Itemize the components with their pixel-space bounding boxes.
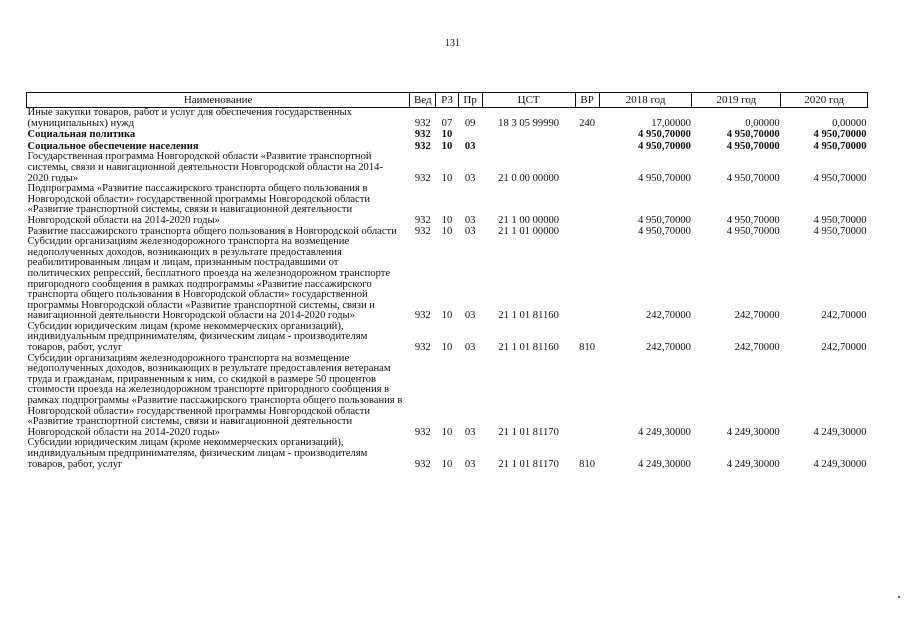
header-2018: 2018 год: [599, 93, 692, 108]
row-ved: 932: [414, 214, 431, 226]
table-row: [27, 438, 868, 470]
row-2020: 4 950,70000: [813, 140, 867, 152]
row-rz: 10: [441, 342, 453, 354]
row-ved: 932: [414, 225, 431, 237]
row-2018: 4 249,30000: [638, 458, 691, 470]
row-pr: 03: [464, 458, 476, 470]
page-number: 131: [445, 38, 460, 49]
row-vr: [575, 184, 599, 226]
scan-speck: [898, 596, 900, 598]
row-name: Социальная политика: [27, 129, 136, 141]
row-2019: 4 950,70000: [726, 129, 780, 141]
row-cst: 21 1 00 00000: [498, 214, 560, 226]
header-name: Наименование: [27, 93, 410, 108]
row-vr: [575, 129, 599, 141]
row-2019: 4 950,70000: [726, 140, 780, 152]
row-ved: 932: [414, 310, 431, 322]
row-rz: 10: [441, 140, 453, 152]
row-vr: [575, 152, 599, 184]
table-row: [27, 322, 868, 354]
row-pr: 03: [464, 214, 476, 226]
row-cst: 21 1 01 81170: [498, 426, 559, 438]
row-vr: [575, 354, 599, 439]
row-2020: 4 950,70000: [813, 129, 867, 141]
row-cst: 21 1 01 81170: [498, 458, 559, 470]
row-rz: 10: [441, 172, 453, 184]
header-2019: 2019 год: [692, 93, 781, 108]
row-name: Субсидии организациям железнодорожного транспорта на возмещение недополученных доходов, возникающих в результате предоставления ветеранам труда и гражданам, приравненным к ним, со скидкой в размере 50 процентов стоимости проезда на железнодорожном транспорте пригородного сообщения в рамках подпрограммы «Развитие пассажирского транспорта общего пользования в Новгородской области» государственной программы Новгородской области «Развитие транспортной системы, связи и навигационной деятельности Новгородской области на 2014-2020 годы»: [27, 352, 403, 438]
row-cst: 21 1 01 81160: [498, 342, 559, 354]
row-pr: 03: [464, 310, 476, 322]
row-pr: 03: [464, 172, 476, 184]
row-2018: 242,70000: [645, 342, 691, 354]
row-2018: 4 950,70000: [638, 172, 691, 184]
row-2020: 4 249,30000: [813, 458, 867, 470]
row-2018: 17,00000: [651, 117, 691, 129]
row-rz: 10: [441, 310, 453, 322]
row-2020: 4 249,30000: [813, 426, 867, 438]
row-ved: 932: [414, 117, 431, 129]
row-2018: 4 950,70000: [638, 225, 691, 237]
row-name: Субсидии организациям железнодорожного транспорта на возмещение недополученных доходов, возникающих в результате предоставления реабилитированным лицам и лицам, признанным пострадавшими от политических репрессий, бесплатного проезда на железнодорожном транспорте пригородного сообщения в рамках подпрограммы «Развитие пассажирского транспорта общего пользования в Новгородской области» государственной программы Новгородской области «Развитие транспортной системы, связи и навигационной деятельности Новгородской области на 2014-2020 годы»: [27, 236, 391, 322]
row-ved: 932: [414, 129, 431, 141]
row-2019: 4 950,70000: [726, 225, 780, 237]
row-pr: 03: [464, 225, 476, 237]
row-ved: 932: [414, 458, 431, 470]
header-pr: Пр: [458, 93, 482, 108]
row-rz: 10: [441, 225, 453, 237]
row-cst: 21 1 01 00000: [498, 225, 560, 237]
row-2019: 4 950,70000: [726, 214, 780, 226]
row-2019: 242,70000: [734, 310, 780, 322]
row-2019: 0,00000: [745, 117, 780, 129]
row-vr: 810: [579, 342, 596, 354]
header-2020: 2020 год: [781, 93, 868, 108]
row-2019: 242,70000: [734, 342, 780, 354]
row-pr: 03: [464, 426, 476, 438]
row-name: Социальное обеспечение населения: [27, 140, 199, 152]
row-ved: 932: [414, 140, 431, 152]
header-ved: Вед: [410, 93, 436, 108]
row-ved: 932: [414, 172, 431, 184]
row-name: Иные закупки товаров, работ и услуг для обеспечения государственных (муниципальных) нужд: [27, 107, 352, 129]
row-pr: 09: [464, 117, 476, 129]
row-name: Государственная программа Новгородской области «Развитие транспортной системы, связи и навигационной деятельности Новгородской области на 2014-2020 годы»: [27, 151, 383, 184]
table-row: [27, 129, 868, 141]
table-row: [27, 184, 868, 226]
header-rz: РЗ: [436, 93, 458, 108]
row-ved: 932: [414, 342, 431, 354]
row-ved: 932: [414, 426, 431, 438]
table-row: [27, 152, 868, 184]
row-2018: 242,70000: [645, 310, 691, 322]
row-2019: 4 249,30000: [726, 458, 780, 470]
row-vr: [575, 227, 599, 238]
row-pr: [458, 129, 482, 141]
row-rz: 10: [441, 129, 453, 141]
table-row: [27, 237, 868, 322]
row-name: Развитие пассажирского транспорта общего пользования в Новгородской области: [27, 225, 397, 237]
budget-table: [26, 92, 868, 470]
row-2018: 4 950,70000: [638, 129, 691, 141]
row-2020: 4 950,70000: [813, 214, 867, 226]
row-pr: 03: [464, 140, 476, 152]
row-cst: 18 3 05 99990: [498, 117, 560, 129]
row-2020: 4 950,70000: [813, 172, 867, 184]
row-2019: 4 950,70000: [726, 172, 780, 184]
row-vr: 240: [579, 117, 596, 129]
row-name: Подпрограмма «Развитие пассажирского транспорта общего пользования в Новгородской области» государственной программы Новгородской области «Развитие транспортной системы, связи и навигационной деятельности Новгородской области на 2014-2020 годы»: [27, 183, 371, 226]
row-2020: 242,70000: [821, 310, 867, 322]
header-vr: ВР: [575, 93, 599, 108]
row-rz: 10: [441, 426, 453, 438]
table-row: [27, 354, 868, 439]
row-2018: 4 249,30000: [638, 426, 691, 438]
table-row: [27, 108, 868, 130]
row-rz: 10: [441, 214, 453, 226]
row-rz: 07: [441, 117, 453, 129]
row-2020: 0,00000: [832, 117, 867, 129]
table-header-row: [27, 93, 868, 108]
row-2019: 4 249,30000: [726, 426, 780, 438]
row-cst: [482, 141, 575, 153]
row-rz: 10: [441, 458, 453, 470]
row-name: Субсидии юридическим лицам (кроме некоммерческих организаций), индивидуальным предпринимателям, физическим лицам - производителям товаров, работ, услуг: [27, 320, 368, 354]
row-2018: 4 950,70000: [638, 140, 691, 152]
header-cst: ЦСТ: [482, 93, 575, 108]
row-2020: 242,70000: [821, 342, 867, 354]
row-vr: 810: [579, 458, 596, 470]
row-cst: [482, 129, 575, 141]
row-pr: 03: [464, 342, 476, 354]
row-name: Субсидии юридическим лицам (кроме некоммерческих организаций), индивидуальным предпринимателям, физическим лицам - производителям товаров, работ, услуг: [27, 437, 368, 470]
row-cst: 21 1 01 81160: [498, 310, 559, 322]
row-2018: 4 950,70000: [638, 214, 691, 226]
row-vr: [575, 237, 599, 322]
row-2020: 4 950,70000: [813, 225, 867, 237]
row-vr: [575, 141, 599, 153]
row-cst: 21 0 00 00000: [498, 172, 560, 184]
